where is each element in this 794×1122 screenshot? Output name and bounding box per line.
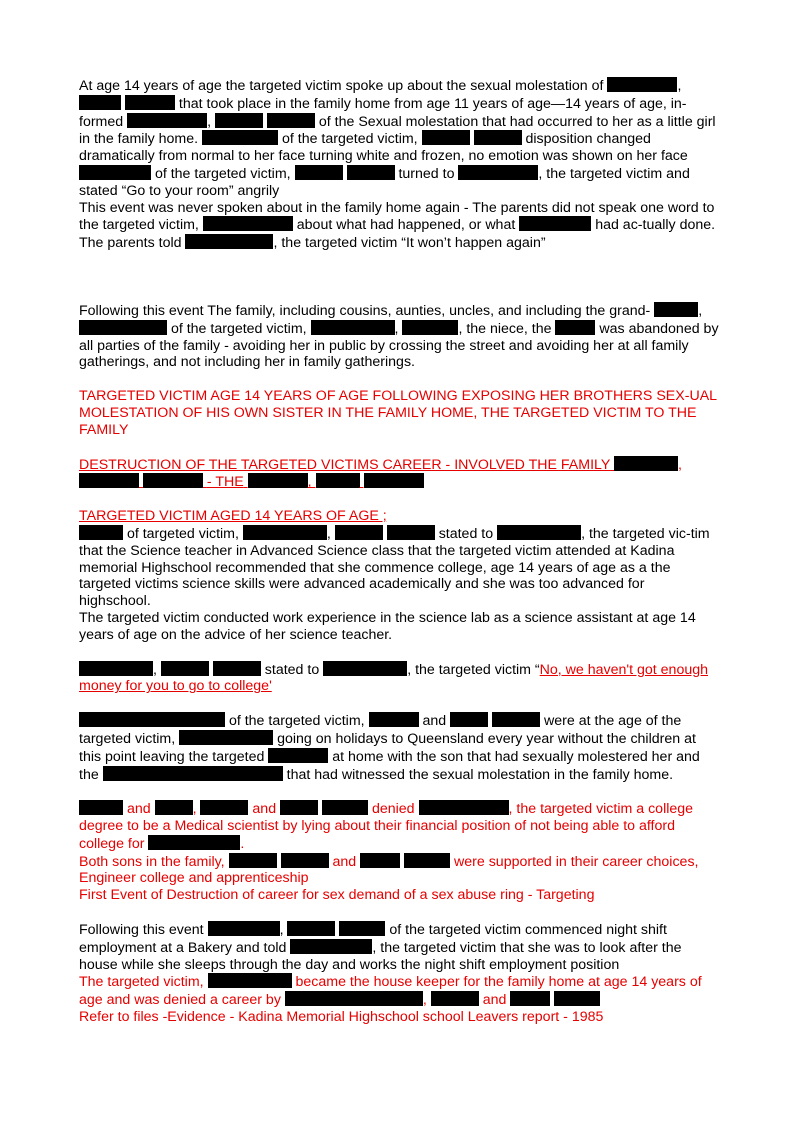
redaction (267, 113, 315, 128)
redaction (161, 661, 209, 676)
redaction (185, 234, 273, 249)
redaction (402, 320, 458, 335)
heading-aged-14: TARGETED VICTIM AGED 14 YEARS OF AGE ; (79, 508, 387, 525)
redaction (148, 835, 240, 850)
redaction (79, 661, 153, 676)
redaction (458, 165, 538, 180)
redaction (268, 748, 328, 763)
redaction (287, 921, 335, 936)
redaction (614, 456, 678, 471)
redaction (360, 853, 400, 868)
redaction (285, 991, 423, 1006)
redaction (492, 712, 540, 727)
redaction (79, 320, 167, 335)
redaction (248, 473, 308, 488)
redaction (208, 921, 280, 936)
redaction (155, 800, 193, 815)
heading-destruction-of-career: DESTRUCTION OF THE TARGETED VICTIMS CAREER - INVOLVED THE FAMILY , - THE , (79, 456, 682, 491)
redaction (422, 130, 470, 145)
redaction (143, 473, 203, 488)
paragraph-holidays: of the targeted victim, and were at the age of the targeted victim, going on holidays to Queensland every year without the children at this point leaving the targeted at home with the son that had sexually molestered her and the that had witnessed the sexual molestation in the family home. (79, 713, 700, 783)
redaction (79, 95, 121, 110)
redaction (79, 525, 123, 540)
redaction (203, 216, 293, 231)
redaction (316, 473, 360, 488)
redaction (654, 302, 698, 317)
paragraph-silence: This event was never spoken about in the family home again - The parents did not speak one word to the targeted victim, about what had happened, or what had ac-tually done. The parents told , the targeted victim “It won’t happen again” (79, 199, 716, 252)
redaction (79, 800, 123, 815)
redaction (280, 800, 318, 815)
paragraph-denied-career: and , and denied , the targeted victim a college degree to be a Medical scientist by lying about their financial position of not being able to afford college for . Both sons in the family, and were supported in their career choices, Engineer college and apprenticeship First Event of Destruction of career for sex demand of a sex abuse ring - Targeting (79, 801, 699, 904)
redaction (431, 991, 479, 1006)
redaction (497, 525, 581, 540)
redaction (311, 320, 395, 335)
redaction (323, 661, 407, 676)
redaction (335, 525, 383, 540)
redaction (474, 130, 522, 145)
redaction (510, 991, 550, 1006)
paragraph-abandonment: Following this event The family, including cousins, aunties, uncles, and including the grand- , of the targeted victim, , , the niece, the was abandoned by all parties of the family - avoiding her in public by crossing the street and avoiding her at all family gatherings, and not including her in family gatherings. (79, 302, 719, 371)
redaction (243, 525, 327, 540)
file-reference: Refer to files -Evidence - Kadina Memorial Highschool school Leavers report - 1985 (79, 1009, 604, 1026)
redaction (295, 165, 343, 180)
quote-no-money: No, we haven't got enough money for you to go to college' (79, 661, 709, 695)
redaction (607, 77, 677, 92)
redaction (450, 712, 488, 727)
document-page (79, 77, 719, 1026)
heading-targeted-victim-age-14: TARGETED VICTIM AGE 14 YEARS OF AGE FOLLOWING EXPOSING HER BROTHERS SEX-UAL MOLESTATION OF HIS OWN SISTER IN THE FAMILY HOME, THE TARGETED VICTIM TO THE FAMILY (79, 388, 717, 438)
redaction (555, 320, 595, 335)
redaction (387, 525, 435, 540)
redaction (404, 853, 450, 868)
redaction (419, 800, 509, 815)
redaction (322, 800, 368, 815)
redaction (519, 216, 591, 231)
redaction (79, 165, 151, 180)
redaction (208, 973, 292, 988)
redaction (364, 473, 424, 488)
redaction (103, 766, 283, 781)
redaction (347, 165, 395, 180)
redaction (281, 853, 329, 868)
redaction (213, 661, 261, 676)
redaction (79, 473, 139, 488)
redaction (290, 939, 372, 954)
redaction (369, 712, 419, 727)
paragraph-no-money: , stated to , the targeted victim “No, we haven't got enough money for you to go to college' (79, 661, 709, 695)
redaction (202, 130, 278, 145)
redaction (339, 921, 385, 936)
paragraph-night-shift: Following this event , of the targeted victim commenced night shift employment at a Bakery and told , the targeted victim that she was to look after the house while she sleeps through the day and works the night shift employment position The targeted victim, became the house keeper for the family home at age 14 years of age and was denied a career by , and Refer to files -Evidence - Kadina Memorial Highschool school Leavers report - 1985 (79, 922, 702, 1026)
paragraph-disclosure: At age 14 years of age the targeted victim spoke up about the sexual molestation of , that took place in the family home from age 11 years of age—14 years of age, in-formed , of the Sexual molestation that had occurred to her as a little girl in the family home. of the targeted victim, disposition changed dramatically from normal to her face turning white and frozen, no emotion was shown on her face of the targeted victim, turned to , the targeted victim and stated “Go to your room” angrily (79, 78, 716, 199)
redaction (79, 712, 225, 727)
redaction (200, 800, 248, 815)
paragraph-work-experience: The targeted victim conducted work experience in the science lab as a science assistant at age 14 years of age on the advice of her science teacher. (79, 609, 696, 643)
redaction (215, 113, 263, 128)
paragraph-science-teacher: of targeted victim, , stated to , the targeted vic-tim that the Science teacher in Advanced Science class that the targeted victim attended at Kadina memorial Highschool recommended that she commence college, age 14 years of age as a the targeted victims science skills were advanced academically and she was too advanced for highschool. (79, 525, 710, 610)
redaction (554, 991, 600, 1006)
redaction (127, 113, 207, 128)
redaction (229, 853, 277, 868)
redaction (179, 730, 273, 745)
redaction (125, 95, 175, 110)
